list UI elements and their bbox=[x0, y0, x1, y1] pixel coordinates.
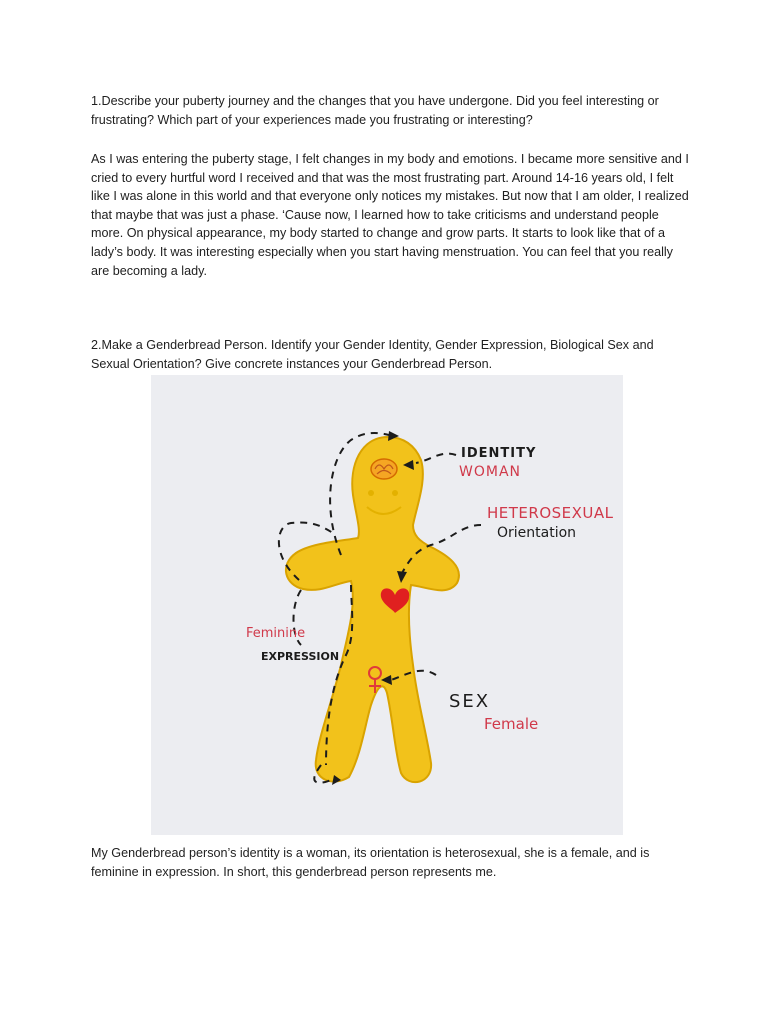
sex-value: Female bbox=[484, 715, 539, 733]
right-eye bbox=[392, 490, 398, 496]
identity-value: WOMAN bbox=[459, 464, 521, 480]
question-2: 2.Make a Genderbread Person. Identify your Gender Identity, Gender Expression, Biological Sex and Sexual Orientation? Give concrete instances your Genderbread Person. bbox=[91, 338, 654, 371]
expression-label: EXPRESSION bbox=[261, 650, 340, 663]
genderbread-drawing bbox=[151, 375, 623, 835]
left-eye bbox=[368, 490, 374, 496]
identity-label: IDENTITY bbox=[461, 446, 537, 461]
answer-2: My Genderbread person’s identity is a woman, its orientation is heterosexual, she is a female, and is feminine in expression. In short, this genderbread person represents me. bbox=[91, 846, 650, 879]
brain-icon bbox=[371, 459, 397, 479]
answer-1: As I was entering the puberty stage, I felt changes in my body and emotions. I became more sensitive and I cried to every hurtful word I received and that was the most frustrating part. Around 14-16 years old, I felt like I was alone in this world and that everyone only notices my mistakes. But now that I am older, I realized that maybe that was just a phase. ‘Cause now, I learned how to take criticisms and understand people more. On physical appearance, my body started to change and grow parts. It starts to look like that of a lady’s body. It was interesting especially when you start having menstruation. You can feel that you really are becoming a lady. bbox=[91, 152, 689, 278]
genderbread-svg bbox=[151, 375, 623, 835]
orientation-label: Orientation bbox=[497, 525, 577, 541]
question-1: 1.Describe your puberty journey and the changes that you have undergone. Did you feel interesting or frustrating? Which part of your experiences made you frustrating or interesting? bbox=[91, 94, 659, 127]
sex-label: SEX bbox=[449, 691, 491, 712]
genderbread-body bbox=[286, 437, 459, 782]
expression-value: Feminine bbox=[246, 626, 306, 641]
orientation-value: HETEROSEXUAL bbox=[487, 504, 614, 522]
